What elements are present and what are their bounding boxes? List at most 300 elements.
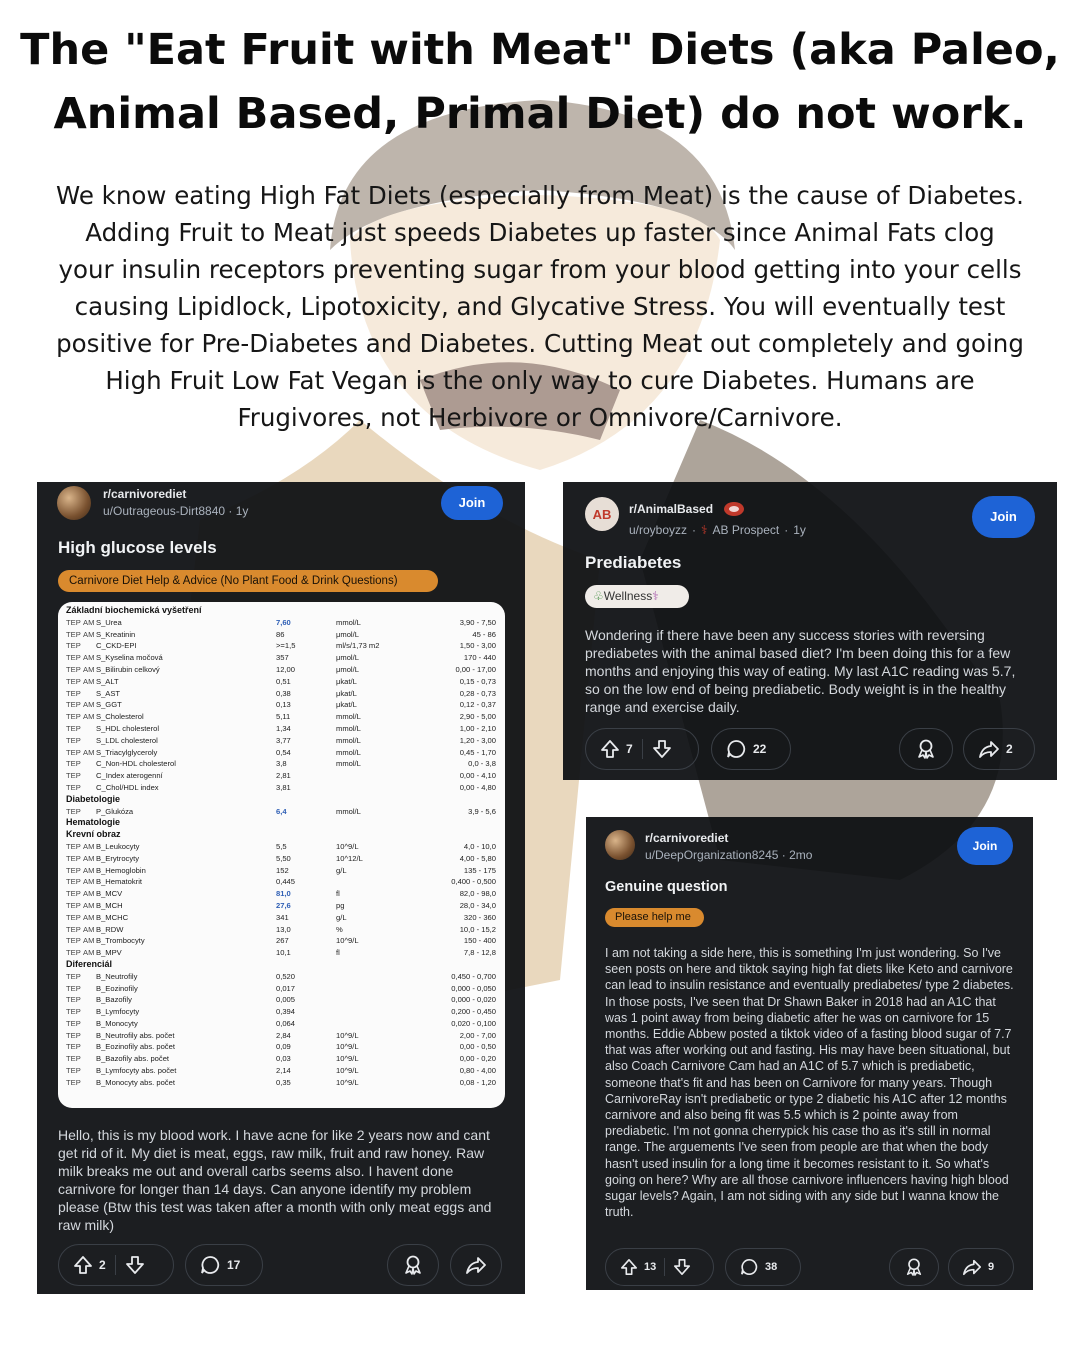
lab-unit: μmol/L: [336, 653, 359, 663]
lab-row: [66, 924, 497, 936]
lab-flag: AM: [83, 700, 95, 710]
lab-test-name: P_Glukóza: [96, 806, 134, 816]
lab-row: [66, 1006, 497, 1018]
lab-value: 267: [276, 936, 289, 946]
sparkle-icon: ⚕: [652, 589, 659, 603]
lab-unit: 10^12/L: [336, 853, 363, 863]
lab-test-name: B_Eozinofily: [96, 983, 138, 993]
lab-row: [66, 676, 497, 688]
share-count: 2: [1006, 742, 1013, 756]
lab-unit: mmol/L: [336, 747, 361, 757]
lab-test-name: B_Lymfocyty abs. počet: [96, 1066, 177, 1076]
lab-test-name: B_Trombocyty: [96, 936, 145, 946]
lab-test-name: B_Leukocyty: [96, 841, 140, 851]
lab-source: TEP: [66, 1077, 81, 1087]
lab-reference-range: 0,200 - 0,450: [451, 1007, 496, 1017]
steak-icon: [723, 501, 745, 517]
comment-icon: [726, 739, 746, 759]
post-author-line: u/DeepOrganization8245 · 2mo: [645, 848, 813, 862]
lab-flag: AM: [83, 712, 95, 722]
lab-value: 13,0: [276, 924, 291, 934]
lab-unit: μkat/L: [336, 700, 357, 710]
lab-reference-range: 10,0 - 15,2: [459, 924, 496, 934]
post-body: Wondering if there have been any success stories with reversing prediabetes with the animal based diet? I'm been doing this for a few months and enjoying this way of eating. My last A1C reading was 5.7, so on the low end of being prediabetic. Body weight is in the healthy range and exercise daily.: [585, 627, 1016, 715]
divider: [664, 1258, 665, 1276]
award-button[interactable]: [899, 728, 953, 770]
lab-flag: AM: [83, 617, 95, 627]
lab-source: TEP: [66, 617, 81, 627]
lab-unit: mmol/L: [336, 759, 361, 769]
lab-row: [66, 664, 497, 676]
lab-value: 5,50: [276, 853, 291, 863]
lab-test-name: B_MCHC: [96, 912, 129, 922]
lab-flag: AM: [83, 889, 95, 899]
lab-source: TEP: [66, 865, 81, 875]
lab-section-title: Diabetologie: [66, 793, 121, 804]
avatar-text: AB: [592, 506, 612, 522]
flair-label: Wellness: [603, 589, 653, 603]
lab-source: TEP: [66, 1030, 81, 1040]
lab-flag: [83, 782, 96, 794]
lab-row: [66, 853, 497, 865]
lab-flag: [83, 806, 96, 818]
lab-reference-range: 0,00 - 0,20: [459, 1054, 496, 1064]
lab-flag: AM: [83, 664, 95, 674]
vote-pill: [58, 1244, 174, 1286]
lab-reference-range: 1,00 - 2,10: [459, 723, 496, 733]
lab-source: TEP: [66, 653, 81, 663]
lab-source: TEP: [66, 948, 81, 958]
lab-flag: [83, 1030, 96, 1042]
lab-unit: [336, 876, 416, 888]
lab-test-name: C_CKD-EPI: [96, 641, 137, 651]
lab-value: 0,35: [276, 1077, 291, 1087]
lab-value: 0,38: [276, 688, 291, 698]
lab-value: 0,064: [276, 1018, 296, 1028]
lab-row: [66, 711, 497, 723]
lab-reference-range: 0,15 - 0,73: [459, 676, 496, 686]
post-title[interactable]: Prediabetes: [585, 553, 682, 572]
username[interactable]: u/DeepOrganization8245: [645, 848, 779, 862]
post-title[interactable]: High glucose levels: [58, 538, 217, 557]
lab-flag: [83, 983, 96, 995]
upvote-count: 13: [644, 1261, 657, 1273]
leaf-icon: ♧: [593, 589, 604, 603]
lab-source: TEP: [66, 1007, 81, 1017]
lab-test-name: B_Neutrofily: [96, 971, 138, 981]
post-flair[interactable]: Please help me: [605, 908, 704, 927]
lab-flag: AM: [83, 948, 95, 958]
lab-test-name: B_Erytrocyty: [96, 853, 140, 863]
intro-paragraph: We know eating High Fat Diets (especially from Meat) is the cause of Diabetes. Adding Fruit to Meat just speeds Diabetes up faster since Animal Fats clog your insulin receptors preventing sugar from your blood getting into your cells causing Lipidlock, Lipotoxicity, and Glycative Stress. You will eventually test positive for Pre-Diabetes and Diabetes. Cutting Meat out completely and going High Fruit Low Fat Vegan is the only way to cure Diabetes. Humans are Frugivores, not Herbivore or Omnivore/Carnivore.: [56, 181, 1024, 432]
lab-test-name: S_ALT: [96, 676, 119, 686]
lab-row: [66, 1041, 497, 1053]
lab-flag: [83, 1065, 96, 1077]
lab-value: 0,03: [276, 1054, 291, 1064]
divider: [115, 1255, 116, 1275]
lab-value: 2,84: [276, 1030, 291, 1040]
lab-test-name: S_Triacylglyceroly: [96, 747, 158, 757]
user-flair: AB Prospect: [712, 523, 780, 537]
lab-value: >=1,5: [276, 641, 296, 651]
lab-row: [66, 629, 497, 641]
lab-row: [66, 617, 497, 629]
lab-reference-range: 0,0 - 3,8: [468, 759, 496, 769]
lab-value: 5,5: [276, 841, 287, 851]
lab-flag: [83, 770, 96, 782]
post-flair[interactable]: [585, 585, 689, 608]
lab-reference-range: 135 - 175: [463, 865, 496, 875]
lab-test-name: B_Lymfocyty: [96, 1007, 140, 1017]
lab-source: TEP: [66, 924, 81, 934]
award-button[interactable]: [387, 1244, 439, 1286]
comment-icon: [740, 1258, 758, 1276]
lab-source: TEP: [66, 1066, 81, 1076]
lab-value: 3,77: [276, 735, 291, 745]
lab-flag: AM: [83, 936, 95, 946]
divider: [642, 739, 643, 759]
lab-row: [66, 983, 497, 995]
headline: The "Eat Fruit with Meat" Diets (aka Paleo, Animal Based, Primal Diet) do not work.: [20, 25, 1060, 139]
lab-unit: 10^9/L: [336, 1077, 359, 1087]
lab-source: TEP: [66, 853, 81, 863]
lab-flag: [83, 723, 96, 735]
lab-test-name: S_Cholesterol: [96, 712, 144, 722]
lab-flag: [83, 971, 96, 983]
blood-test-results-image: [58, 602, 505, 1108]
lab-value: 152: [276, 865, 289, 875]
comments-button[interactable]: [725, 1248, 801, 1286]
comment-count: 22: [753, 742, 767, 756]
post-title[interactable]: Genuine question: [605, 879, 728, 895]
lab-source: TEP: [66, 971, 81, 981]
lab-value: 86: [276, 629, 285, 639]
lab-unit: μmol/L: [336, 664, 359, 674]
lab-value: 27,6: [276, 900, 291, 910]
lab-unit: fl: [336, 889, 340, 899]
lab-test-name: B_Neutrofily abs. počet: [96, 1030, 175, 1040]
award-icon: [915, 738, 937, 760]
lab-flag: [83, 1041, 96, 1053]
lab-reference-range: 4,00 - 5,80: [459, 853, 496, 863]
lab-row: [66, 688, 497, 700]
lab-unit: g/L: [336, 912, 347, 922]
lab-row: [66, 935, 497, 947]
lab-source: TEP: [66, 900, 81, 910]
lab-row: [66, 735, 497, 747]
lab-unit: %: [336, 924, 343, 934]
lab-flag: [83, 735, 96, 747]
upvote-icon[interactable]: [600, 739, 620, 759]
lab-test-name: S_LDL cholesterol: [96, 735, 158, 745]
subreddit-label: r/AnimalBased: [629, 502, 714, 516]
username[interactable]: u/royboyzz: [629, 523, 688, 537]
lab-reference-range: 0,45 - 1,70: [459, 747, 496, 757]
lab-reference-range: 45 - 86: [472, 629, 496, 639]
lab-section-title: Základní biochemická vyšetření: [66, 605, 202, 615]
lab-flag: [83, 1053, 96, 1065]
lab-value: 5,11: [276, 712, 291, 722]
lab-reference-range: 0,000 - 0,050: [451, 983, 496, 993]
lab-test-name: C_Non-HDL cholesterol: [96, 759, 176, 769]
reddit-post-card-2: [563, 482, 1057, 780]
lab-row: [66, 865, 497, 877]
lab-row: [66, 888, 497, 900]
lab-source: TEP: [66, 782, 81, 792]
lab-test-name: B_Monocyty abs. počet: [96, 1077, 175, 1087]
lab-unit: g/L: [336, 865, 347, 875]
lab-flag: [83, 994, 96, 1006]
lab-row: [66, 912, 497, 924]
post-age: 1y: [793, 523, 806, 537]
lab-source: TEP: [66, 676, 81, 686]
lab-value: 0,445: [276, 877, 296, 887]
lab-unit: [336, 782, 416, 794]
lab-test-name: B_Eozinofily abs. počet: [96, 1042, 175, 1052]
share-icon: [962, 1257, 982, 1277]
lab-reference-range: 0,400 - 0,500: [451, 877, 496, 887]
lab-test-name: S_GGT: [96, 700, 122, 710]
share-button[interactable]: [963, 728, 1035, 770]
lab-reference-range: 1,50 - 3,00: [459, 641, 496, 651]
lab-reference-range: 1,20 - 3,00: [459, 735, 496, 745]
lab-unit: [336, 1018, 416, 1030]
subreddit-name[interactable]: [629, 501, 745, 517]
lab-flag: AM: [83, 653, 95, 663]
lab-source: TEP: [66, 664, 81, 674]
lab-flag: AM: [83, 865, 95, 875]
lab-unit: [336, 994, 416, 1006]
share-button[interactable]: [948, 1248, 1014, 1286]
lab-unit: 10^9/L: [336, 841, 359, 851]
lab-source: TEP: [66, 700, 81, 710]
lab-reference-range: 320 - 360: [463, 912, 496, 922]
lab-unit: fl: [336, 948, 340, 958]
lab-test-name: B_Bazofily abs. počet: [96, 1054, 170, 1064]
lab-test-name: S_AST: [96, 688, 121, 698]
join-button[interactable]: Join: [441, 486, 503, 520]
lab-value: 0,51: [276, 676, 291, 686]
lab-reference-range: 150 - 400: [463, 936, 496, 946]
lab-source: TEP: [66, 1018, 81, 1028]
lab-unit: [336, 1006, 416, 1018]
lab-flag: [83, 1018, 96, 1030]
lab-value: 0,13: [276, 700, 291, 710]
lab-unit: ml/s/1,73 m2: [336, 641, 380, 651]
lab-flag: AM: [83, 841, 95, 851]
lab-reference-range: 0,00 - 4,10: [459, 771, 496, 781]
lab-row: [66, 1077, 497, 1089]
lab-row: [66, 758, 497, 770]
downvote-icon[interactable]: [652, 739, 672, 759]
post-body: I am not taking a side here, this is something I'm just wondering. So I've seen posts on here and tiktok saying high fat diets like Keto and carnivore can lead to insulin resistance and eventually prediabetes/ type 2 diabetes. In those posts, I've seen that Dr Shawn Baker in 2018 had an A1C that was 1 point away from being diabetic after he was on carnivore for 15 months. Eddie Abbew posted a tiktok video of a fasting blood sugar of 7.7 that was after working out and fasting. His may have been situational, but also Coach Carnivore Cam had an A1C of 5.7 which is prediabetic, someone that's fit and has been on Carnivore for many years. Though CarnivoreRay isn't prediabetic or type 2 diabetic his A1C after 12 months carnivore and also being fit was 5.5 which is 2 pointe away from prediabetic. I'm not gonna cherrypick his case tho as it's still in normal range. The arguements I've seen from people are that when the body hasn't used insulin for a long time it becomes resistant to it. So what's going on here? Why are all those carnivore influencers having high blood sugar levels? Again, I am not siding with any side but I wanna know the truth.: [605, 946, 1014, 1220]
reddit-post-card-3: [586, 817, 1033, 1290]
lab-source: TEP: [66, 688, 81, 698]
lab-value: 0,520: [276, 971, 296, 981]
lab-row: [66, 876, 497, 888]
share-button[interactable]: [450, 1244, 502, 1286]
lab-flag: AM: [83, 924, 95, 934]
lab-reference-range: 2,90 - 5,00: [459, 712, 496, 722]
lab-test-name: B_RDW: [96, 924, 124, 934]
lab-unit: μkat/L: [336, 688, 357, 698]
post-body: Hello, this is my blood work. I have acne for like 2 years now and cant get rid of it. My diet is meat, eggs, raw milk, fruit and raw honey. Raw milk breaks me out and overall carbs seems also. I havent done carnivore for longer than 14 days. Can anyone identify my problem please (Btw this test was taken after a month with only meat eggs and raw milk): [58, 1127, 492, 1233]
username[interactable]: u/Outrageous-Dirt8840: [103, 504, 226, 518]
lab-flag: [83, 1077, 96, 1089]
lab-test-name: S_HDL cholesterol: [96, 723, 160, 733]
lab-value: 2,14: [276, 1066, 291, 1076]
lab-value: 81,0: [276, 889, 291, 899]
lab-value: 12,00: [276, 664, 296, 674]
lab-reference-range: 0,80 - 4,00: [459, 1066, 496, 1076]
lab-row: [66, 640, 497, 652]
lab-source: TEP: [66, 723, 81, 733]
lab-row: [66, 699, 497, 711]
post-age: 1y: [235, 504, 249, 518]
post-author-line: u/Outrageous-Dirt8840 · 1y: [103, 504, 249, 518]
lab-source: TEP: [66, 983, 81, 993]
lab-test-name: C_Index aterogenní: [96, 771, 163, 781]
lab-row: [66, 1065, 497, 1077]
lab-row: [66, 1018, 497, 1030]
lab-flag: AM: [83, 747, 95, 757]
lab-reference-range: 0,00 - 0,50: [459, 1042, 496, 1052]
lab-source: TEP: [66, 912, 81, 922]
lab-source: TEP: [66, 759, 81, 769]
lab-section-title: Krevní obraz: [66, 829, 121, 840]
lab-value: 0,394: [276, 1007, 296, 1017]
lab-source: TEP: [66, 1042, 81, 1052]
lab-reference-range: 7,8 - 12,8: [463, 948, 496, 958]
lab-flag: AM: [83, 629, 95, 639]
lab-source: TEP: [66, 841, 81, 851]
lab-reference-range: 3,90 - 7,50: [459, 617, 496, 627]
lab-unit: μmol/L: [336, 629, 359, 639]
lab-row: [66, 723, 497, 735]
lab-flag: [83, 688, 96, 700]
downvote-icon[interactable]: [673, 1258, 691, 1276]
lab-test-name: C_Chol/HDL index: [96, 782, 159, 792]
share-icon: [465, 1254, 487, 1276]
lab-reference-range: 82,0 - 98,0: [459, 889, 496, 899]
lab-unit: mmol/L: [336, 723, 361, 733]
lab-flag: [83, 1006, 96, 1018]
lab-row: [66, 994, 497, 1006]
subreddit-name[interactable]: r/carnivorediet: [103, 487, 187, 501]
subreddit-name[interactable]: r/carnivorediet: [645, 831, 729, 845]
lab-flag: AM: [83, 676, 95, 686]
lab-test-name: S_Kreatinin: [96, 629, 136, 639]
lab-row: [66, 770, 497, 782]
lab-flag: AM: [83, 853, 95, 863]
lab-row: [66, 747, 497, 759]
award-button[interactable]: [889, 1248, 939, 1286]
comment-count: 38: [765, 1261, 778, 1273]
lab-unit: mmol/L: [336, 806, 361, 816]
lab-reference-range: 4,0 - 10,0: [463, 841, 496, 851]
lab-value: 0,09: [276, 1042, 291, 1052]
subreddit-avatar[interactable]: [57, 486, 91, 520]
lab-test-name: S_Urea: [96, 617, 122, 627]
post-age: 2mo: [789, 848, 813, 862]
lab-flag: AM: [83, 912, 95, 922]
share-icon: [978, 738, 1000, 760]
lab-reference-range: 2,00 - 7,00: [459, 1030, 496, 1040]
lab-flag: AM: [83, 877, 95, 887]
subreddit-avatar[interactable]: [585, 497, 619, 531]
comments-button[interactable]: [185, 1244, 263, 1286]
lab-value: 10,1: [276, 948, 291, 958]
comment-count: 17: [227, 1258, 241, 1272]
lab-source: TEP: [66, 936, 81, 946]
lab-row: [66, 900, 497, 912]
post-author-line: u/royboyzz · ⚕ AB Prospect · 1y: [629, 523, 806, 537]
lab-source: TEP: [66, 641, 81, 651]
lab-flag: [83, 640, 96, 652]
lab-source: TEP: [66, 1054, 81, 1064]
lab-value: 3,81: [276, 782, 291, 792]
lab-reference-range: 0,00 - 4,80: [459, 782, 496, 792]
award-icon: [402, 1254, 424, 1276]
lab-value: 6,4: [276, 806, 287, 816]
lab-test-name: B_MPV: [96, 948, 122, 958]
lab-unit: 10^9/L: [336, 936, 359, 946]
join-button[interactable]: Join: [957, 827, 1013, 865]
lab-row: [66, 782, 497, 794]
comment-icon: [200, 1255, 220, 1275]
lab-row: [66, 806, 497, 818]
lab-source: TEP: [66, 877, 81, 887]
lab-value: 0,005: [276, 995, 296, 1005]
lab-reference-range: 0,08 - 1,20: [459, 1077, 496, 1087]
subreddit-avatar[interactable]: [605, 830, 635, 860]
award-icon: [904, 1257, 924, 1277]
lab-test-name: B_MCV: [96, 889, 123, 899]
reddit-post-card-1: [37, 482, 525, 1294]
lab-source: TEP: [66, 889, 81, 899]
lab-source: TEP: [66, 747, 81, 757]
lab-test-name: S_Kyselina močová: [96, 653, 163, 663]
lab-unit: [336, 770, 416, 782]
lab-source: TEP: [66, 629, 81, 639]
lab-reference-range: 0,28 - 0,73: [459, 688, 496, 698]
lab-test-name: B_MCH: [96, 900, 123, 910]
join-button[interactable]: Join: [972, 496, 1035, 538]
lab-reference-range: 170 - 440: [463, 653, 496, 663]
upvote-count: 7: [626, 742, 633, 756]
downvote-icon[interactable]: [125, 1255, 145, 1275]
lab-value: 341: [276, 912, 289, 922]
lab-source: TEP: [66, 735, 81, 745]
lab-row: [66, 1053, 497, 1065]
lab-unit: 10^9/L: [336, 1042, 359, 1052]
upvote-icon[interactable]: [73, 1255, 93, 1275]
lab-flag: [83, 758, 96, 770]
lab-row: [66, 947, 497, 959]
upvote-icon[interactable]: [620, 1258, 638, 1276]
lab-value: 2,81: [276, 771, 291, 781]
lab-source: TEP: [66, 806, 81, 816]
lab-reference-range: 0,12 - 0,37: [459, 700, 496, 710]
post-flair[interactable]: Carnivore Diet Help & Advice (No Plant Food & Drink Questions): [58, 570, 438, 592]
lab-unit: μkat/L: [336, 676, 357, 686]
lab-row: [66, 652, 497, 664]
lab-source: TEP: [66, 771, 81, 781]
lab-source: TEP: [66, 995, 81, 1005]
lab-reference-range: 0,000 - 0,020: [451, 995, 496, 1005]
comments-button[interactable]: [711, 728, 791, 770]
user-flair-icon: ⚕: [701, 523, 708, 537]
